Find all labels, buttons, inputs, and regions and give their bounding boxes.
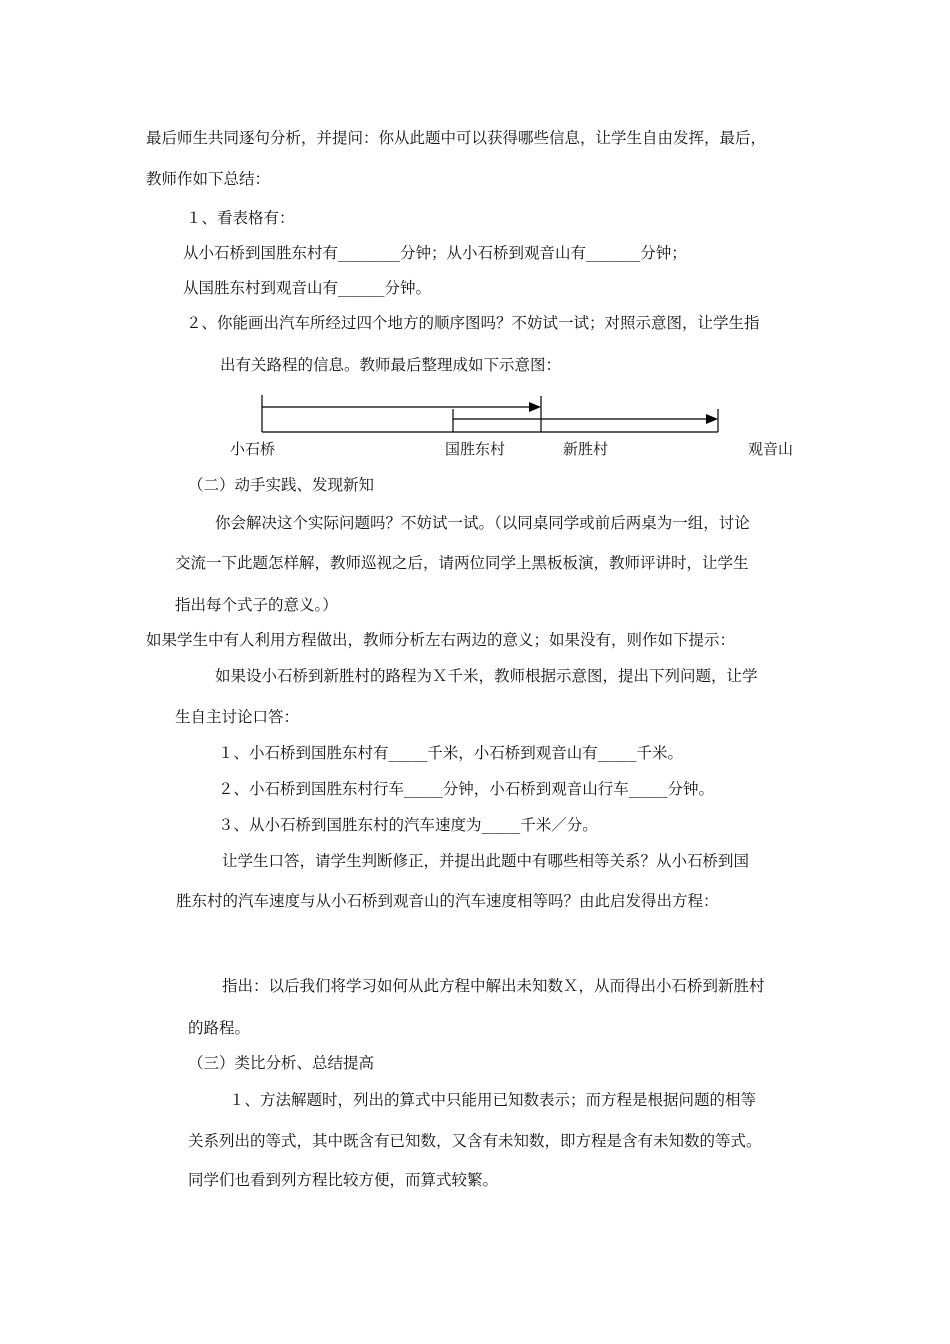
section-heading: （二）动手实践、发现新知 (188, 476, 375, 494)
text-line: 让学生口答，请学生判断修正，并提出此题中有哪些相等关系？从小石桥到国 (222, 852, 750, 870)
place-label: 小石桥 (230, 440, 276, 458)
place-label: 观音山 (748, 440, 794, 458)
place-label: 国胜东村 (445, 440, 506, 458)
text-line: １、方法解题时，列出的算式中只能用已知数表示；而方程是根据问题的相等 (229, 1091, 757, 1109)
text-line: 生自主讨论口答： (175, 708, 300, 726)
text-line: １、看表格有： (186, 209, 295, 227)
text-line: ３、从小石桥到国胜东村的汽车速度为_____千米／分。 (218, 816, 598, 834)
text-line: 指出：以后我们将学习如何从此方程中解出未知数Ｘ，从而得出小石桥到新胜村 (222, 977, 765, 995)
text-line: 出有关路程的信息。教师最后整理成如下示意图： (220, 356, 562, 374)
text-line: 交流一下此题怎样解，教师巡视之后，请两位同学上黑板板演，教师评讲时，让学生 (175, 554, 749, 572)
place-label: 新胜村 (563, 440, 609, 458)
text-line: 最后师生共同逐句分析，并提问：你从此题中可以获得哪些信息，让学生自由发挥，最后， (146, 129, 767, 147)
text-line: ２、你能画出汽车所经过四个地方的顺序图吗？不妨试一试；对照示意图，让学生指 (186, 314, 760, 332)
text-line: 胜东村的汽车速度与从小石桥到观音山的汽车速度相等吗？由此启发得出方程： (176, 892, 719, 910)
text-line: 你会解决这个实际问题吗？不妨试一试。（以同桌同学或前后两桌为一组，讨论 (215, 514, 750, 532)
text-line: ２、小石桥到国胜东村行车_____分钟，小石桥到观音山行车_____分钟。 (218, 780, 715, 798)
text-line: １、小石桥到国胜东村有_____千米，小石桥到观音山有_____千米。 (218, 744, 684, 762)
route-diagram (0, 0, 950, 470)
text-line: 如果学生中有人利用方程做出，教师分析左右两边的意义；如果没有，则作如下提示： (146, 631, 736, 649)
text-line: 从小石桥到国胜东村有________分钟；从小石桥到观音山有_______分钟； (183, 244, 687, 262)
text-line: 关系列出的等式，其中既含有已知数，又含有未知数，即方程是含有未知数的等式。 (188, 1132, 762, 1150)
section-heading: （三）类比分析、总结提高 (188, 1054, 375, 1072)
arrow-head-guanyin (706, 414, 718, 424)
text-line: 的路程。 (188, 1019, 251, 1037)
text-line: 教师作如下总结： (146, 170, 271, 188)
text-line: 指出每个式子的意义。） (175, 596, 338, 614)
text-line: 如果设小石桥到新胜村的路程为Ｘ千米，教师根据示意图，提出下列问题，让学 (215, 667, 758, 685)
text-line: 同学们也看到列方程比较方便，而算式较繁。 (188, 1171, 499, 1189)
arrow-head-xinsheng (529, 402, 541, 412)
text-line: 从国胜东村到观音山有______分钟。 (183, 279, 432, 297)
